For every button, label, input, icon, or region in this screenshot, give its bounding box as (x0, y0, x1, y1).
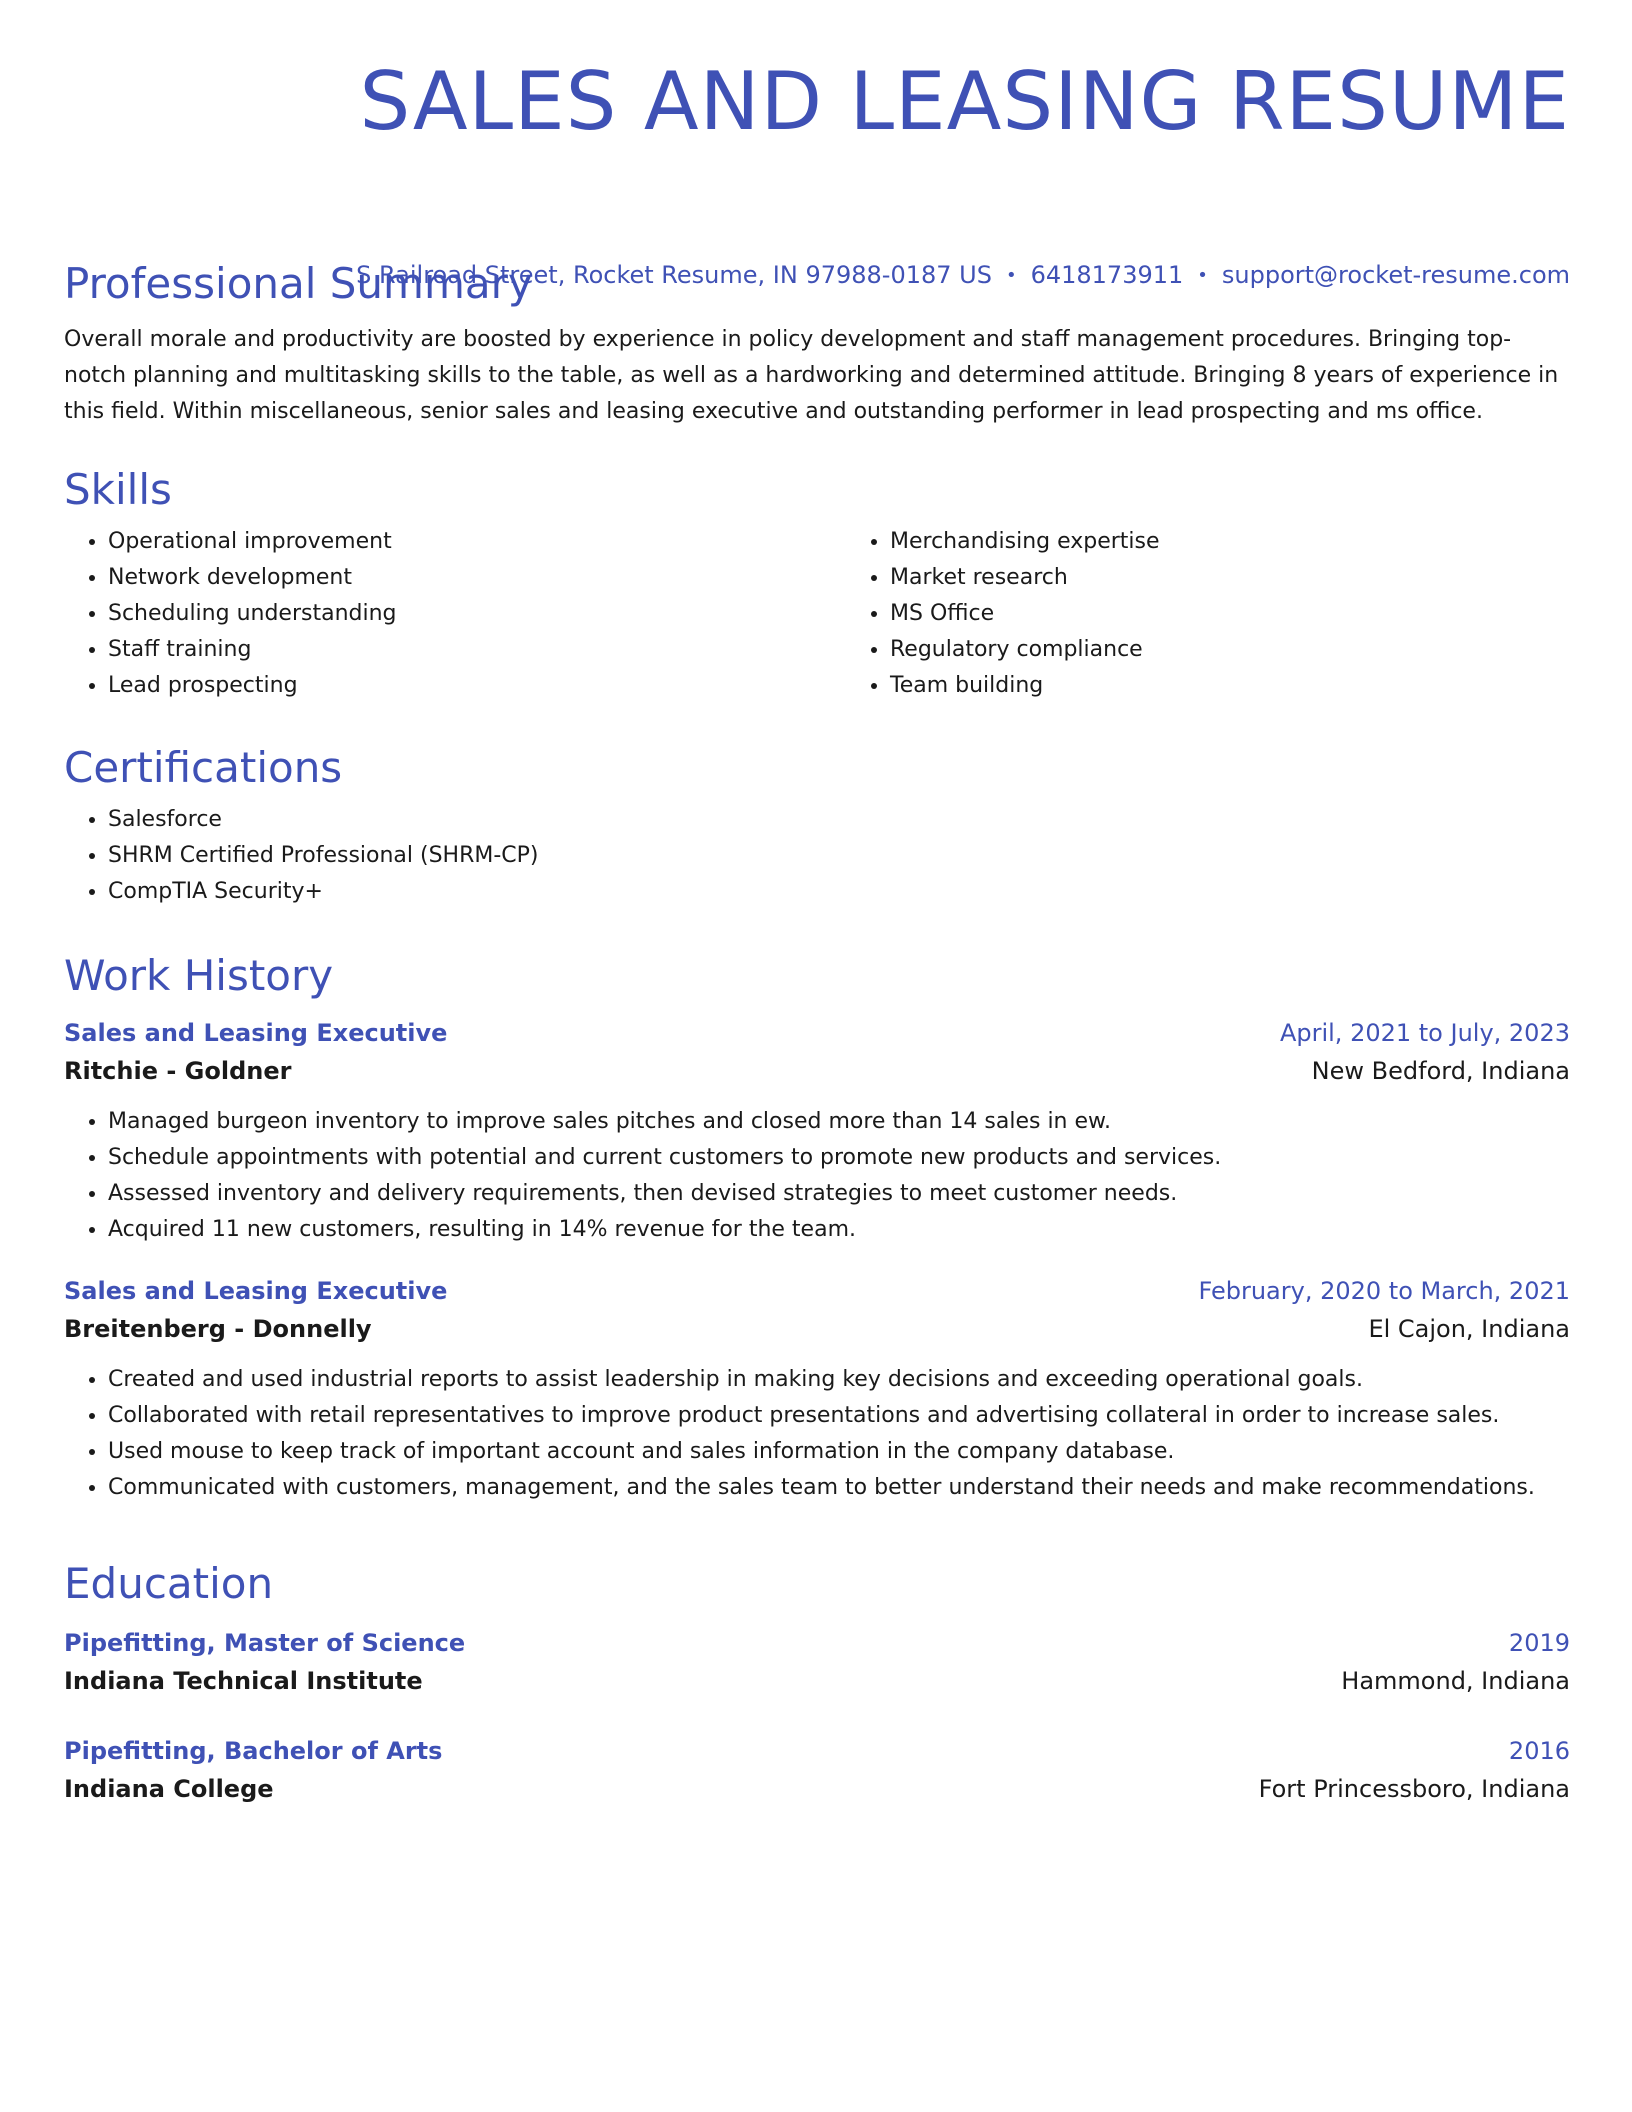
certification-item: • SHRM Certified Professional (SHRM-CP) (108, 838, 1570, 874)
education-school: Indiana College (64, 1775, 274, 1803)
skill-item: • Team building (890, 668, 1160, 704)
certification-item: • Salesforce (108, 802, 1570, 838)
contact-phone: 6418173911 (1030, 261, 1184, 289)
education-school-row (64, 1662, 1570, 1700)
job-company-row (64, 1052, 1570, 1090)
job-entry (64, 1272, 1570, 1506)
education-year: 2016 (1508, 1737, 1570, 1765)
job-title: Sales and Leasing Executive (64, 1019, 448, 1047)
education-header-row (64, 1624, 1570, 1662)
job-bullet: • Managed burgeon inventory to improve sales pitches and closed more than 14 sales in ew. (108, 1104, 1570, 1140)
separator-dot: • (1005, 265, 1017, 286)
job-bullets (64, 1362, 1570, 1506)
job-bullets (64, 1104, 1570, 1248)
skill-item: • Market research (890, 560, 1160, 596)
summary-text: Overall morale and productivity are boosted by experience in policy development and staff management procedures. Bringing top-notch planning and multitasking skills to the table, as well as a hardworking and determined attitude. Bringing 8 years of experience in this field. Within miscellaneous, senior sales and leasing executive and outstanding performer in lead prospecting and ms office. (64, 327, 1559, 424)
education-location: Hammond, Indiana (1341, 1667, 1570, 1695)
skill-item: • Staff training (108, 632, 846, 668)
job-company-row (64, 1310, 1570, 1348)
work-history-section (64, 950, 1570, 1506)
job-bullet: • Schedule appointments with potential and current customers to promote new products and services. (108, 1140, 1570, 1176)
job-bullet: • Used mouse to keep track of important account and sales information in the company database. (108, 1434, 1570, 1470)
job-header-row (64, 1014, 1570, 1052)
job-bullet: • Communicated with customers, management, and the sales team to better understand their needs and make recommendations. (108, 1470, 1570, 1506)
education-school: Indiana Technical Institute (64, 1667, 423, 1695)
education-entry (64, 1624, 1570, 1700)
skill-item: • Regulatory compliance (890, 632, 1160, 668)
job-bullet: • Acquired 11 new customers, resulting in 14% revenue for the team. (108, 1212, 1570, 1248)
separator-dot: • (1197, 265, 1208, 286)
contact-address: S Railroad Street, Rocket Resume, IN 97988-0187 US (356, 261, 992, 289)
skill-item: • Network development (108, 560, 846, 596)
skills-list-left (64, 524, 846, 704)
job-dates: April, 2021 to July, 2023 (1279, 1019, 1570, 1047)
certifications-heading: Certifications (64, 743, 343, 792)
skill-item: • Merchandising expertise (890, 524, 1160, 560)
skills-columns (64, 524, 1570, 704)
summary-heading: Professional Summary (64, 259, 533, 308)
job-header-row (64, 1272, 1570, 1310)
work-history-heading: Work History (64, 951, 334, 1000)
summary-section (64, 258, 1570, 430)
skill-item: • Operational improvement (108, 524, 846, 560)
resume-title: SALES AND LEASING RESUME (359, 55, 1570, 148)
job-entry (64, 1014, 1570, 1248)
education-header-row (64, 1732, 1570, 1770)
job-company: Breitenberg - Donnelly (64, 1315, 372, 1343)
education-degree: Pipefitting, Bachelor of Arts (64, 1737, 443, 1765)
contact-email[interactable]: support@rocket-resume.com (1221, 261, 1570, 289)
certifications-list (64, 802, 1570, 910)
skills-heading: Skills (64, 465, 172, 514)
education-section (64, 1558, 1570, 1808)
skills-section (64, 464, 1570, 704)
job-bullet: • Collaborated with retail representatives to improve product presentations and advertising collateral in order to increase sales. (108, 1398, 1570, 1434)
job-dates: February, 2020 to March, 2021 (1198, 1277, 1570, 1305)
skill-item: • Scheduling understanding (108, 596, 846, 632)
education-year: 2019 (1508, 1629, 1570, 1657)
education-heading: Education (64, 1559, 274, 1608)
job-bullet: • Created and used industrial reports to assist leadership in making key decisions and exceeding operational goals. (108, 1362, 1570, 1398)
certification-item: • CompTIA Security+ (108, 874, 1570, 910)
skill-item: • MS Office (890, 596, 1160, 632)
job-title: Sales and Leasing Executive (64, 1277, 448, 1305)
job-location: New Bedford, Indiana (1311, 1057, 1570, 1085)
skill-item: • Lead prospecting (108, 668, 846, 704)
education-entry (64, 1732, 1570, 1808)
certifications-section (64, 742, 1570, 910)
job-location: El Cajon, Indiana (1368, 1315, 1570, 1343)
skills-list-right (846, 524, 1160, 704)
education-degree: Pipefitting, Master of Science (64, 1629, 466, 1657)
job-bullet: • Assessed inventory and delivery requirements, then devised strategies to meet customer needs. (108, 1176, 1570, 1212)
education-school-row (64, 1770, 1570, 1808)
job-company: Ritchie - Goldner (64, 1057, 292, 1085)
education-location: Fort Princessboro, Indiana (1258, 1775, 1570, 1803)
